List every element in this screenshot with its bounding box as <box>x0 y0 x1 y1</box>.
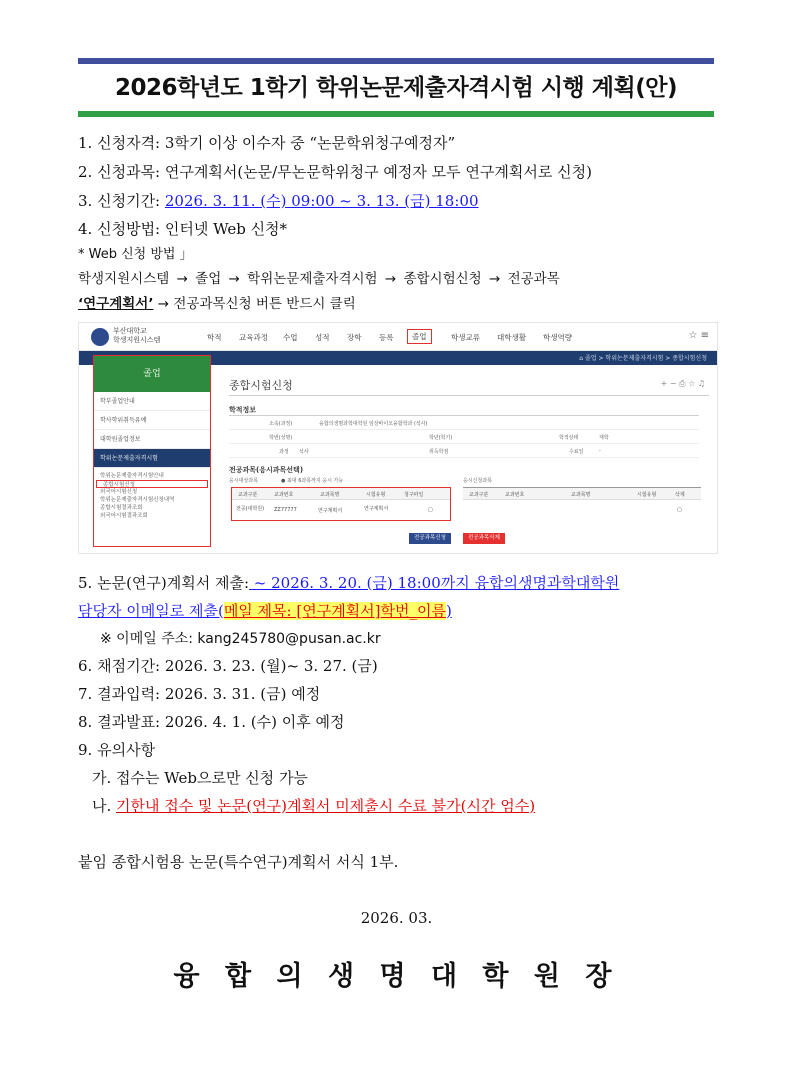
item-3-label: 신청기간: <box>97 192 161 210</box>
shot-sidebar-sub: 학위논문제출자격시험신청내역 <box>100 497 175 503</box>
item-5-num: 5. <box>78 574 93 592</box>
shot-table-row <box>232 500 450 520</box>
item-7-label: 결과입력: <box>97 685 161 703</box>
shot-logo-line2: 학생지원시스템 <box>113 336 161 344</box>
web-path-2 <box>78 293 356 315</box>
shot-th: 교과목명 <box>320 492 340 498</box>
item-5-line2 <box>78 600 452 622</box>
item-3 <box>78 190 479 212</box>
shot-th: 시험유형 <box>366 492 386 498</box>
shot-table2-header <box>463 488 701 500</box>
shot-info-value: 융합의생명과학대학원 임상바이오융합학과 (석사) <box>319 421 428 427</box>
shot-nav-item: 학적 <box>207 333 222 342</box>
shot-info-label: 학적상태 <box>559 435 579 441</box>
item-1 <box>78 132 455 154</box>
note-b <box>92 795 535 817</box>
web-method-heading: * Web 신청 방법 」 <box>78 247 193 262</box>
item-7 <box>78 683 320 705</box>
shot-info-label: 과정 <box>279 449 289 455</box>
shot-info-label: 학번(성명) <box>269 435 293 441</box>
attachment: 붙임 종합시험용 논문(특수연구)계획서 서식 1부. <box>78 853 399 871</box>
shot-applied-table <box>463 487 701 521</box>
shot-sidebar-item-active: 학위논문제출자격시험 <box>94 449 210 468</box>
shot-logo-text <box>113 327 160 345</box>
item-6-num: 6. <box>78 657 93 675</box>
shot-nav-item: 수업 <box>283 333 298 342</box>
shot-breadcrumb: ⌂ 졸업 > 학위논문제출자격시험 > 종합시험신청 <box>579 355 707 362</box>
note-b-num: 나. <box>92 797 112 815</box>
item-4-text: 인터넷 Web 신청* <box>164 220 288 238</box>
shot-td: 연구계획서 <box>318 508 343 514</box>
shot-td: 연구계획서 <box>364 506 389 512</box>
item-8-text: 2026. 4. 1. (수) 이후 예정 <box>164 713 345 731</box>
shot-main-title: 종합시험신청 <box>229 379 293 392</box>
shot-title-rule <box>229 395 709 396</box>
shot-sidebar-sub: 외국어시험결과조회 <box>100 513 148 519</box>
shot-nav-item-graduation: 졸업 <box>407 329 432 344</box>
item-2 <box>78 161 592 183</box>
shot-section-subject: 전공과목(응시과목선택) <box>229 466 304 474</box>
title-top-rule <box>78 58 714 64</box>
item-5-deadline: ~ 2026. 3. 20. (금) 18:00까지 융합의생명과학대학원 <box>249 574 620 592</box>
shot-th: 청구파일 <box>404 492 424 498</box>
shot-checkbox-icon: ▢ <box>428 507 433 513</box>
shot-sidebar-sub-active: 종합시험신청 <box>96 480 208 488</box>
item-1-label: 신청자격: <box>97 134 161 152</box>
shot-info-row <box>229 444 699 458</box>
shot-nav-item: 학생역량 <box>543 333 572 342</box>
item-4-num: 4. <box>78 220 93 238</box>
item-5-mail-subject: 메일 제목: [연구계획서]학번_이름 <box>223 602 446 620</box>
email-address: ※ 이메일 주소: kang245780@pusan.ac.kr <box>100 631 381 647</box>
shot-info-table <box>229 415 699 457</box>
item-8-label: 결과발표: <box>97 713 161 731</box>
shot-th: 삭제 <box>675 492 685 498</box>
item-2-text: 연구계획서(논문/무논문학위청구 예정자 모두 연구계획서로 신청) <box>164 163 592 181</box>
shot-checkbox-icon: ▢ <box>677 507 682 513</box>
shot-info-value: - <box>599 448 601 454</box>
item-9-num: 9. <box>78 741 93 759</box>
shot-th: 교과구분 <box>469 492 489 498</box>
shot-toolbar-icons: + − ⎙ ☆ ♫ <box>660 379 705 388</box>
page-title: 2026학년도 1학기 학위논문제출자격시험 시행 계획(안) <box>115 75 677 101</box>
shot-info-row <box>229 430 699 444</box>
shot-info-label: 학년(학기) <box>429 435 453 441</box>
item-5-close-paren: ) <box>445 602 452 620</box>
shot-table-header <box>232 488 450 500</box>
shot-th: 교과번호 <box>274 492 294 498</box>
shot-sidebar <box>93 355 211 547</box>
shot-star-menu-icon: ☆ ≡ <box>688 330 709 341</box>
shot-apply-label: 응시대상과목 <box>229 478 258 484</box>
shot-delete-button: 전공과목삭제 <box>463 533 505 544</box>
item-8 <box>78 711 344 733</box>
item-4-label: 신청방법: <box>97 220 161 238</box>
note-a <box>92 767 308 789</box>
university-logo-icon <box>91 328 109 346</box>
item-4 <box>78 218 287 240</box>
shot-sidebar-item: 대학원졸업정보 <box>94 430 210 449</box>
shot-info-label: 취득학점 <box>429 449 449 455</box>
shot-info-label: 수료일 <box>569 449 584 455</box>
item-7-text: 2026. 3. 31. (금) 예정 <box>164 685 321 703</box>
shot-td: 전공(대학원) <box>236 506 265 512</box>
shot-info-label: 소속(과정) <box>269 421 293 427</box>
web-path: 학생지원시스템 → 졸업 → 학위논문제출자격시험 → 종합시험신청 → 전공과목 <box>78 271 560 287</box>
item-7-num: 7. <box>78 685 93 703</box>
item-5 <box>78 572 619 594</box>
shot-th: 교과구분 <box>238 492 258 498</box>
item-5-label: 논문(연구)계획서 제출: <box>97 574 250 592</box>
item-3-period: 2026. 3. 11. (수) 09:00 ~ 3. 13. (금) 18:00 <box>164 192 479 210</box>
shot-nav-item: 장학 <box>347 333 362 342</box>
item-6-label: 채점기간: <box>97 657 161 675</box>
issuer-signature: 융 합 의 생 명 대 학 원 장 <box>173 961 620 992</box>
shot-nav-item: 학생교류 <box>451 333 480 342</box>
title-bottom-rule <box>78 111 714 117</box>
item-2-num: 2. <box>78 163 93 181</box>
shot-th: 교과목명 <box>571 492 591 498</box>
shot-nav-item: 교육과정 <box>239 333 268 342</box>
item-3-num: 3. <box>78 192 93 210</box>
note-a-num: 가. <box>92 769 112 787</box>
shot-sidebar-sub: 학위논문제출자격시험안내 <box>100 473 164 479</box>
shot-sidebar-sub: 종합시험결과조회 <box>100 505 143 511</box>
item-1-text: 3학기 이상 이수자 중 “논문학위청구예정자” <box>164 134 456 152</box>
web-path-rest: → 전공과목신청 버튼 반드시 클릭 <box>153 296 356 312</box>
shot-td: ZZ77777 <box>274 507 297 513</box>
shot-table2-row <box>463 500 701 520</box>
shot-subject-table <box>231 487 451 521</box>
item-6 <box>78 655 378 677</box>
item-9-label: 유의사항 <box>97 741 156 759</box>
item-9 <box>78 739 155 761</box>
item-6-text: 2026. 3. 23. (월)~ 3. 27. (금) <box>164 657 378 675</box>
shot-applied-label: 응시신청과목 <box>463 478 492 484</box>
shot-sidebar-item: 학부졸업안내 <box>94 392 210 411</box>
item-8-num: 8. <box>78 713 93 731</box>
shot-section-info: 학적정보 <box>229 406 257 414</box>
shot-apply-note: ● 최대 6과목까지 응시 가능 <box>281 478 344 484</box>
shot-info-value: 재학 <box>599 435 609 441</box>
system-screenshot <box>78 322 718 554</box>
shot-th: 시험유형 <box>637 492 657 498</box>
note-a-text: 접수는 Web으로만 신청 가능 <box>116 769 308 787</box>
note-b-text: 기한내 접수 및 논문(연구)계획서 미제출시 수료 불가(시간 엄수) <box>116 797 536 815</box>
shot-info-value: 석사 <box>299 449 309 455</box>
item-2-label: 신청과목: <box>97 163 161 181</box>
shot-info-row <box>229 416 699 430</box>
shot-nav-item: 대학생활 <box>497 333 526 342</box>
shot-th: 교과번호 <box>505 492 525 498</box>
shot-apply-button: 전공과목신청 <box>409 533 451 544</box>
document-date: 2026. 03. <box>360 909 433 927</box>
shot-nav-item: 등록 <box>379 333 394 342</box>
shot-sidebar-sub: 외국어시험신청 <box>100 489 138 495</box>
shot-sidebar-item: 학사학위취득유예 <box>94 411 210 430</box>
shot-nav-item: 성적 <box>315 333 330 342</box>
shot-logo-line1: 부산대학교 <box>113 327 147 335</box>
shot-sidebar-head: 졸업 <box>94 356 210 392</box>
shot-apply-note-text: 최대 6과목까지 응시 가능 <box>286 478 344 484</box>
shot-top-nav <box>79 323 718 351</box>
web-path-bold: ‘연구계획서’ <box>78 296 154 312</box>
item-5-submit-text: 담당자 이메일로 제출( <box>78 602 224 620</box>
item-1-num: 1. <box>78 134 93 152</box>
